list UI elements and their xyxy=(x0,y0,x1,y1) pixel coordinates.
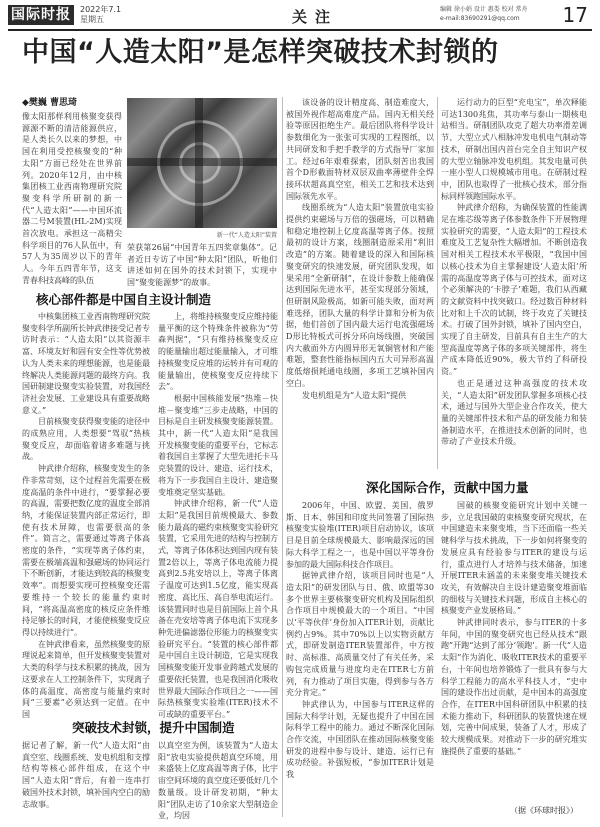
editor-credits: 编辑 徐小娟 设计 惠娄 校对 常舟 xyxy=(440,6,528,13)
subheading-core-components: 核心部件都是中国自主设计制造 xyxy=(36,292,212,307)
section2-column4: 运行动力的巨型“充电宝”，单次释能可达1300兆焦，其功率与泰山一期核电站相当。研制团队攻克了超大功率滑差调节、大型立式八相脉冲发电机电气制动等技术，研制出国内首台完全自主知识产权的大型立轴脉冲发电机组。其发电量可供一座小型人口规模城市用电。在研制过程中，团队也取得了一批核心技术，部分指标同样领跑国际水平。 钟武律介绍称，为确保装置的性能满足在堆芯级等离子体参数条件下开展物理实验研究的需要，“人造太阳”的工程技术难度及工艺复杂性大幅增加。不断创造我国对相关工程技术水平极限，“我国中国以核心技术为自主掌握建设‘人造太阳’所需的高温度等离子体与可控技术，面对这个必须解决的‘卡脖子’难题，我们从西藏的文献资料中找突破口。经过数百种材料比对和上千次的试制，终于攻克了关键技术。打破了国外封锁，填补了国内空白，实现了自主研发，目前具有自主生产的大型高温度等离子体的多项关键部件，将生产成本降低近90%，极大节约了科研投资。” 也正是通过这种高强度的技术攻关，“人造太阳”研发团队掌握多项核心技术，通过与国外大型企业合作攻关，使大量的关键部件技术和产品的研发能力和装备制造水平，在推进技术创新的同时，也带动了产业技术升级。 xyxy=(441,98,587,447)
subheading-break-blockade: 突破技术封锁，提升中国制造 xyxy=(72,720,235,735)
section2-column1: 据记者了解，新一代“人造太阳”由真空室、线圈系统、发电机组和支撑结构等核心部件组成，在这个中国“人造太阳”背后，有着一连串打破国外技术封锁，填补国内空白的励志故事。 xyxy=(22,741,150,809)
issue-weekday: 星期五 xyxy=(80,15,104,24)
lead-paragraph-continued: 荣获第26届“中国青年五四奖章集体”。记者近日专访了中国“种太阳”团队，听他们讲述如何在国外的技术封锁下，实现中国“聚变能源梦”的故事。 xyxy=(127,243,277,288)
page-number: 17 xyxy=(562,3,588,27)
byline: ◆樊巍 曹思琦 xyxy=(22,98,78,108)
editor-email: e-mail:83690291@qq.com xyxy=(440,15,520,22)
column-divider xyxy=(282,97,283,817)
reactor-photo xyxy=(127,98,277,228)
section2-column2: 以真空室为例，该装置为“人造太阳”放电实验提供超真空环境，用来盛装上亿度高温等离子体，比宇宙空间环境的真空度还要低好几个数量级。设计研发初期，“种太阳”团队走访了10余家大型制造企业，均因 xyxy=(158,741,278,821)
source-credit: （据《环球时报》） xyxy=(510,806,578,815)
issue-date: 2022年7.1 xyxy=(80,5,122,14)
column-divider xyxy=(437,97,438,469)
masthead-logo: 国际时报 xyxy=(8,5,74,25)
section-name: 关注 xyxy=(292,8,339,26)
subheading-international-cooperation: 深化国际合作，贡献中国力量 xyxy=(366,480,529,495)
lead-paragraph: 像太阳那样利用核聚变获得源源不断的清洁能源供应，是人类长久以来的梦想，中国在利用受控核聚变的“种太阳”方面已经处在世界前列。2020年12月，由中核集团核工业西南物理研究院聚变科学所研制的新一代“人造太阳”——中国环流器二号M装置(HL-2M)实现首次放电。承担这一高精尖科学项目的76人队伍中，有57人为35周岁以下的青年人。今年五四青年节，这支青春科技高峰的队伍 xyxy=(22,112,122,285)
section1-column1: 中核集团核工业西南物理研究院聚变科学所副所长钟武律接受记者专访时表示：“人造太阳”以其资源丰富、环境友好和固有安全性等优势被认为人类未来的理想能源，也是能最终解决人类能源问题的最终方向。我国研制建设聚变实验装置，对我国经济社会发展、工业建设具有重要战略意义。” 目前核聚变获得聚变能的途径中的成熟应用，人类想要“驾驭”热核聚变反应，却面临着诸多难题与挑战。 钟武律介绍称，核聚变发生的条件非常苛刻，这个过程首先需要在极度高温的条件中进行，“要掌握必要的高温，需要把数亿度的温度全部消纳，才能保证装置内部正常运行，即使有技术屏障，也需要很高的条件”。简言之，需要通过等离子体高密度的条件，“实现等离子体约束，需要在极端高温和强磁场的协同运行下不断创新，才能达到较高的核聚变效率”。而想要实现可控核聚变还需要维持一个较长的能量约束时间，“将高温高密度的核反应条件维持足够长的时间，才能使核聚变反应得以持续进行”。 在钟武律看来，虽然核聚变的原理说起来简单，但开发核聚变装置对大类的科学与技术积累的挑战，因为这要求在人工控制条件下，实现离子体的高温度、高密度与能量约束时间“三要素”必须达到一定值。在中国 xyxy=(22,312,150,719)
photo-caption: 新一代“人造太阳”装置 xyxy=(216,232,277,239)
section3-column1: 2006年，中国、欧盟、美国、俄罗斯、日本、韩国和印度共同签署了国际热核聚变实验堆(ITER)项目启动协议，该项目是目前全球规模最大、影响最深远的国际大科学工程之一，也是中国以平等身份参加的最大国际科技合作项目。 据钟武律介绍，该项目同时也是“人造太阳”的研发团队与日、俄、欧盟等30多个世界主要核聚变研究机构及国际组织合作项目中规模最大的一个项目。“中国以‘平等伙伴’身份加入ITER计划，贡献比例约占9%。其中70%以上以实物贡献方式，即研发制造ITER装置部件，中方按时、高标准、高质量交付了有关任务，采购包完成质量与进度均走在ITER七方前列，有力推动了项目实施，得到参与各方充分肯定。” 钟武律认为，中国参与ITER这样的国际大科学计划，无疑也提升了中国在国际科学工程中的能力。通过不断深化国际合作交流，中国团队在推动国际核聚变能研发的进程中参与设计、建造、运行已有成功经验。补强短板，“参加ITER计划是我 xyxy=(286,501,434,780)
section1-column2: 上，将维持核聚变反应维持能量平衡的这个特殊条件被称为“劳森判据”，“只有维持核聚变反应的能量输出超过能量输入，才可维持核聚变反应堆的运转并有可观的能量输出，使核聚变反应持续下去”。 根据中国核能发展“热堆－快堆－聚变堆”三步走战略，中国的目标是自主研发核聚变能源装置。其中，新一代“人造太阳”是我国开发核聚变能的重要平台，它标志着我国自主掌握了大型先进托卡马克装置的设计、建造、运行技术，将为下一步我国自主设计、建造聚变堆奠定坚实基础。 钟武律介绍称，新一代“人造太阳”是我国目前规模最大、参数能力最高的磁约束核聚变实验研究装置，它采用先进的结构与控制方式，等离子体体积达到国内现有装置2倍以上，等离子体电流能力提高到2.5兆安培以上，等离子体离子温度可达到1.5亿度，能实现高密度、高比压、高自举电流运行。该装置同时也是目前国际上首个具备在壳安培等离子体电流下实现多种先进偏滤器位形能力的核聚变实验研究平台。“装置的核心部件都是中国自主设计制造，它是实现我国核聚变能开发事业跨越式发展的重要依托装置，也是我国消化吸收世界最大国际合作项目之一——国际热核聚变实验堆(ITER)技术不可或缺的重要平台。” xyxy=(158,312,278,719)
page-header xyxy=(8,4,592,30)
section2-column3: 该设备的设计精度高、制造难度大，被国外视作超高难度产品。国内无相关经验等原因拒绝生产。最后团队将科学设计参数细化为一张张可实现的工程图纸，以共同研发和手把手教学的方式指导厂家加工。经过6年艰难探索，团队刻苦出我国首个D形截面特材双层双曲率薄壁件全焊接环状超高真空室，相关工艺和技术达到国际领先水平。 线圈系统为“人造太阳”装置放电实验提供约束磁场与万倍的强磁场，可以精确和稳定地控制上亿度高温等离子体。按照最初的设计方案，线圈制造原采用“利旧改造”的方案。随着建设的深入和国际核聚变研究的快速发展，研究团队发现，如果采用“全新研制”，在设计参数上能确保达到国际先进水平，甚至实现部分领域，但研制风险极高，如新可能失败，面对两难选择，团队大量的科学计算和分析为依据，他们首创了国内最大运行电流强磁场D形比特板式可拆分环向场线圈，突破国内大截面外方内圆异形无氧铜管材和产能难题，整套性能指标国内五大可异形高温度低熔损耗通电线圈，多项工艺填补国内空白。 发电机组是为“人造太阳”提供 xyxy=(286,98,434,400)
header-rule xyxy=(8,29,592,31)
headline: 中国“人造太阳”是怎样突破技术封锁的 xyxy=(22,37,499,68)
section3-column2: 国破的核聚变能研究计划中关键一步，立足我国破的束核聚变研究现状，在中国建造未来聚变堆，当下还面临一些关键科学与技术挑战，下一步如何将聚变的发展应具有经验参与ITER的建设与运行，重点进行人才培养与技术储备，加速开展ITER未涵盖的未来聚变堆关键技术攻关，有效解决自主设计建造聚变堆面临的细枝与关键技术问题，形成自主核心的核聚变产业发展格局。” 钟武律同时表示，参与ITER的十多年间，中国的聚变研究也已经从技术“跟跑”开跑“达到了部分‘领跑’。新一代“人造太阳”作为消化、吸收ITER技术的重要平台，十年间也培养锻炼了一批具有参与大科学工程能力的高水平科技人才，“史中国的建设作出过贡献，是中国本的高强度合作，在ITER中国科研团队中积累的技术能力推动下，科研团队的装置快速在规划，完善中间成果，装备了人才，形成了较大规模成果。对推动下一步的研究堆实施提供了重要的基础。” xyxy=(441,501,587,756)
